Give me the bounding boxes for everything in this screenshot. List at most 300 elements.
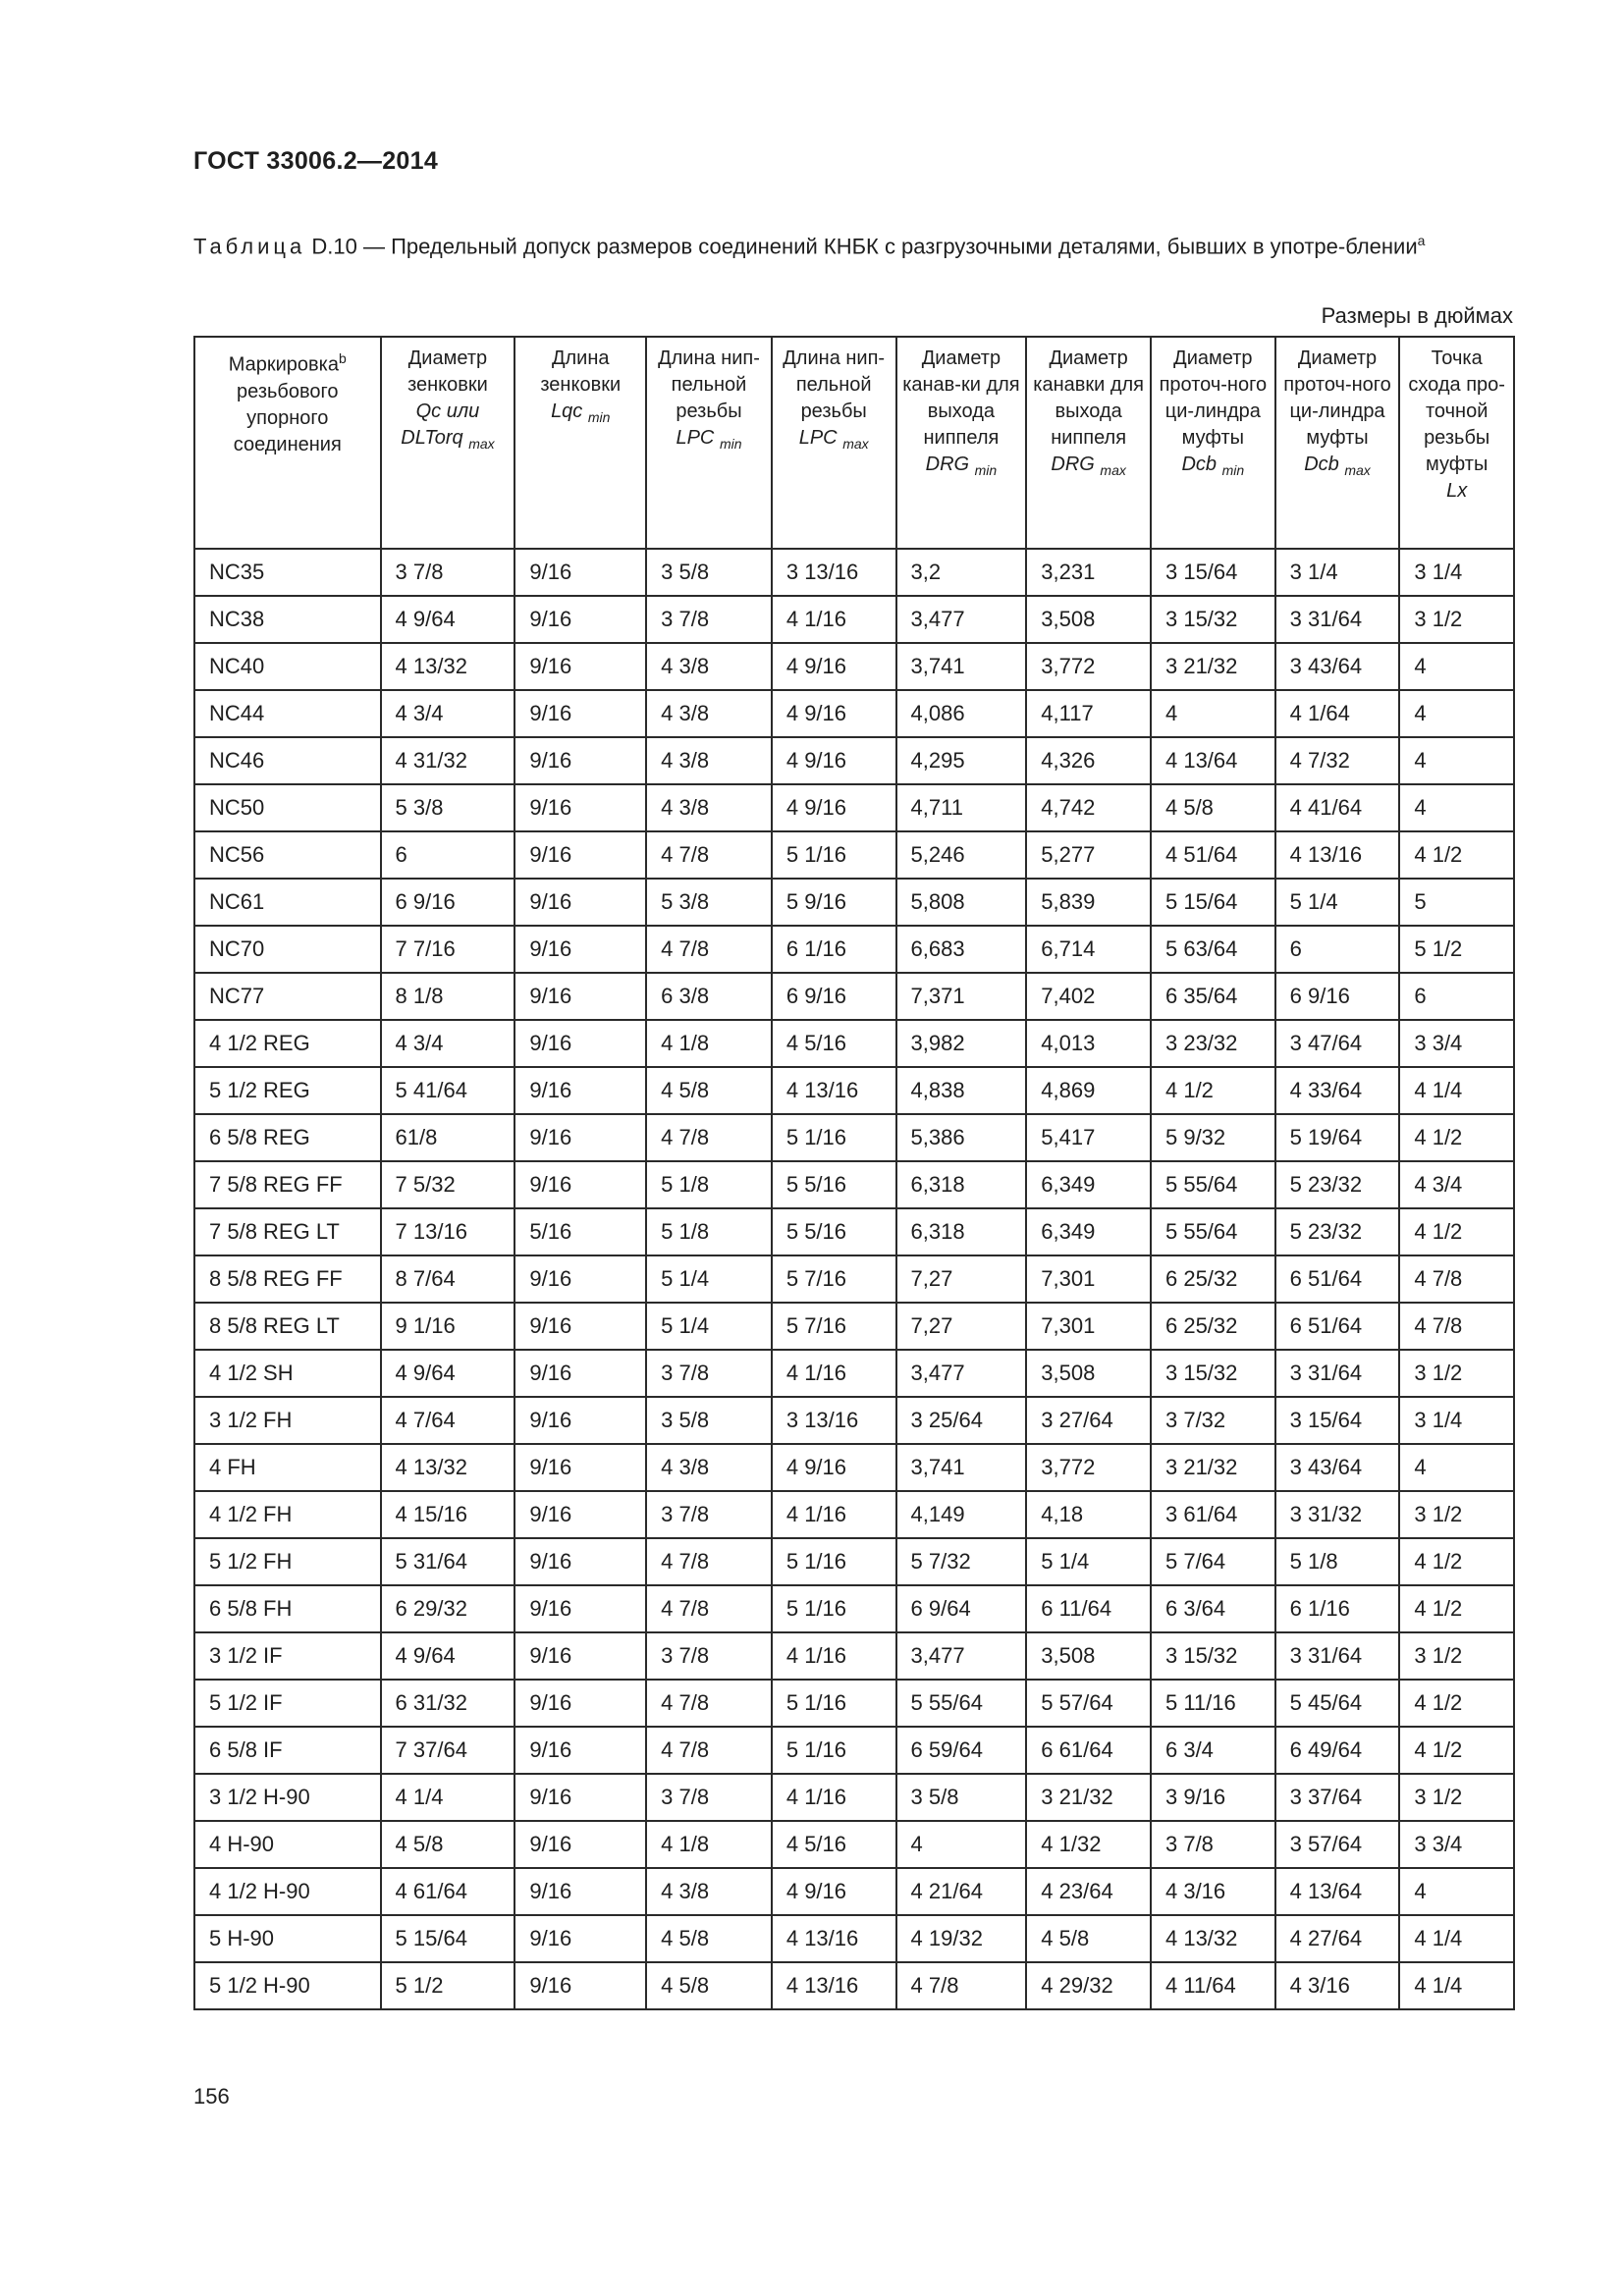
table-cell: 3 1/2	[1399, 596, 1514, 643]
table-cell: 4 1/16	[772, 1632, 896, 1680]
table-cell: 4 13/32	[381, 643, 515, 690]
table-cell: 3 31/64	[1275, 596, 1400, 643]
table-cell: 6 9/16	[381, 879, 515, 926]
table-cell: 3 13/16	[772, 1397, 896, 1444]
table-cell: 4,742	[1026, 784, 1151, 831]
table-cell: 4 13/16	[1275, 831, 1400, 879]
table-cell: 4,013	[1026, 1020, 1151, 1067]
table-cell: 4,869	[1026, 1067, 1151, 1114]
table-cell: 6,683	[896, 926, 1027, 973]
table-cell: 5 1/16	[772, 1114, 896, 1161]
table-cell: 7 7/16	[381, 926, 515, 973]
table-cell: 3 7/8	[646, 1632, 772, 1680]
table-cell: 61/8	[381, 1114, 515, 1161]
table-cell: 3 15/64	[1151, 549, 1275, 596]
table-cell: 3,772	[1026, 643, 1151, 690]
column-label: Длина нип-пельной резьбы	[658, 347, 760, 422]
table-cell: 4	[1399, 1868, 1514, 1915]
table-cell: 4 7/8	[646, 926, 772, 973]
table-cell: 3 5/8	[646, 549, 772, 596]
table-cell: 9/16	[514, 1020, 646, 1067]
table-cell: 4 7/8	[1399, 1255, 1514, 1303]
table-cell: 5 3/8	[381, 784, 515, 831]
table-cell: 4 23/64	[1026, 1868, 1151, 1915]
table-cell: 5 1/4	[646, 1255, 772, 1303]
table-cell: 4 27/64	[1275, 1915, 1400, 1962]
table-cell: 9/16	[514, 1868, 646, 1915]
table-cell: 6 61/64	[1026, 1727, 1151, 1774]
table-cell: 6,714	[1026, 926, 1151, 973]
column-symbol	[649, 425, 769, 457]
table-cell: 3 21/32	[1151, 1444, 1275, 1491]
connection-designation-cell: 4 1/2 FH	[194, 1491, 381, 1538]
column-symbol-main: DRG	[925, 454, 970, 475]
table-row	[194, 1350, 1514, 1397]
connection-designation-cell: 3 1/2 FH	[194, 1397, 381, 1444]
table-row	[194, 1538, 1514, 1585]
table-cell: 9/16	[514, 926, 646, 973]
table-cell: 5 55/64	[896, 1680, 1027, 1727]
connection-designation-cell: NC77	[194, 973, 381, 1020]
table-cell: 7,27	[896, 1303, 1027, 1350]
table-cell: 5 5/16	[772, 1208, 896, 1255]
table-cell: 9/16	[514, 1397, 646, 1444]
table-cell: 4 1/2	[1399, 1585, 1514, 1632]
table-cell: 4 5/8	[381, 1821, 515, 1868]
table-cell: 5 1/16	[772, 831, 896, 879]
table-cell: 4 3/4	[1399, 1161, 1514, 1208]
page-number: 156	[193, 2084, 230, 2109]
table-cell: 3 3/4	[1399, 1020, 1514, 1067]
table-cell: 4 5/8	[1026, 1915, 1151, 1962]
caption-footnote-mark: a	[1417, 233, 1426, 248]
table-row	[194, 1208, 1514, 1255]
column-symbol	[1278, 452, 1397, 484]
column-symbol	[1402, 478, 1511, 505]
table-cell: 3 9/16	[1151, 1774, 1275, 1821]
table-cell: 4 7/8	[646, 1114, 772, 1161]
table-cell: 4	[1399, 737, 1514, 784]
table-cell: 9/16	[514, 1255, 646, 1303]
table-row	[194, 1114, 1514, 1161]
table-cell: 4 1/4	[1399, 1915, 1514, 1962]
table-cell: 5 1/2	[381, 1962, 515, 2009]
table-cell: 3 25/64	[896, 1397, 1027, 1444]
table-cell: 5 1/16	[772, 1538, 896, 1585]
table-row	[194, 784, 1514, 831]
connection-designation-cell: NC50	[194, 784, 381, 831]
table-cell: 4 13/64	[1275, 1868, 1400, 1915]
table-cell: 5,386	[896, 1114, 1027, 1161]
connection-designation-cell: NC38	[194, 596, 381, 643]
table-cell: 4 3/16	[1151, 1868, 1275, 1915]
table-cell: 4 1/4	[1399, 1962, 1514, 2009]
table-cell: 5 1/4	[646, 1303, 772, 1350]
column-symbol-subscript: min	[1221, 462, 1245, 478]
column-label-rest: резьбового упорного соединения	[233, 380, 342, 455]
table-cell: 3,772	[1026, 1444, 1151, 1491]
table-cell: 3 1/2	[1399, 1350, 1514, 1397]
table-cell: 3 21/32	[1151, 643, 1275, 690]
table-cell: 7,301	[1026, 1303, 1151, 1350]
connection-designation-cell: 5 1/2 FH	[194, 1538, 381, 1585]
header-row	[194, 337, 1514, 549]
table-cell: 4 1/4	[1399, 1067, 1514, 1114]
table-cell: 5 41/64	[381, 1067, 515, 1114]
table-cell: 4 61/64	[381, 1868, 515, 1915]
column-symbol-subscript: max	[1100, 462, 1126, 478]
table-row	[194, 737, 1514, 784]
table-cell: 3,477	[896, 1632, 1027, 1680]
table-cell: 5,277	[1026, 831, 1151, 879]
table-cell: 4 7/8	[646, 1538, 772, 1585]
table-cell: 6 9/16	[772, 973, 896, 1020]
connection-designation-cell: 5 1/2 REG	[194, 1067, 381, 1114]
table-cell: 4,711	[896, 784, 1027, 831]
table-cell: 4 13/16	[772, 1915, 896, 1962]
table-cell: 4 7/8	[646, 831, 772, 879]
table-cell: 6 59/64	[896, 1727, 1027, 1774]
table-cell: 3,477	[896, 1350, 1027, 1397]
table-cell: 3 31/64	[1275, 1350, 1400, 1397]
column-symbol	[517, 399, 643, 431]
table-cell: 9/16	[514, 1585, 646, 1632]
table-cell: 4 1/2	[1399, 1727, 1514, 1774]
table-cell: 4 3/8	[646, 643, 772, 690]
table-cell: 3 1/4	[1399, 549, 1514, 596]
table-row	[194, 1774, 1514, 1821]
document-code: ГОСТ 33006.2—2014	[193, 147, 439, 175]
connection-designation-cell: 5 H-90	[194, 1915, 381, 1962]
column-header-2	[381, 337, 515, 549]
column-label: Маркировка	[228, 353, 339, 376]
table-cell: 3,741	[896, 643, 1027, 690]
column-label: Длина нип-пельной резьбы	[783, 347, 886, 422]
table-cell: 4 9/16	[772, 784, 896, 831]
table-cell: 3 15/32	[1151, 596, 1275, 643]
table-cell: 4 1/16	[772, 1774, 896, 1821]
table-cell: 3,508	[1026, 1350, 1151, 1397]
table-cell: 4 3/8	[646, 784, 772, 831]
table-cell: 4,086	[896, 690, 1027, 737]
table-cell: 4	[1399, 643, 1514, 690]
table-cell: 4 13/32	[1151, 1915, 1275, 1962]
connection-designation-cell: NC61	[194, 879, 381, 926]
table-row	[194, 1255, 1514, 1303]
table-cell: 6 25/32	[1151, 1303, 1275, 1350]
table-cell: 5 55/64	[1151, 1208, 1275, 1255]
table-cell: 3 7/8	[646, 596, 772, 643]
column-label: Точка схода про-точной резьбы муфты	[1408, 347, 1505, 475]
table-cell: 5 23/32	[1275, 1161, 1400, 1208]
connection-designation-cell: 5 1/2 H-90	[194, 1962, 381, 2009]
table-cell: 4,117	[1026, 690, 1151, 737]
table-row	[194, 1962, 1514, 2009]
connection-designation-cell: NC35	[194, 549, 381, 596]
table-cell: 7 5/32	[381, 1161, 515, 1208]
column-symbol-main: DRG	[1051, 454, 1095, 475]
table-cell: 9/16	[514, 1114, 646, 1161]
table-cell: 4 3/8	[646, 737, 772, 784]
table-cell: 4 5/8	[646, 1067, 772, 1114]
table-cell: 4 29/32	[1026, 1962, 1151, 2009]
column-header-4	[646, 337, 772, 549]
column-symbol-main: Dcb	[1181, 454, 1218, 475]
table-cell: 4 1/2	[1399, 1114, 1514, 1161]
table-row	[194, 1067, 1514, 1114]
column-symbol	[1029, 452, 1148, 484]
table-cell: 5 9/16	[772, 879, 896, 926]
table-cell: 3 21/32	[1026, 1774, 1151, 1821]
table-cell: 4 7/64	[381, 1397, 515, 1444]
table-cell: 5,417	[1026, 1114, 1151, 1161]
table-cell: 4 5/8	[1151, 784, 1275, 831]
table-row	[194, 1632, 1514, 1680]
column-label: Диаметр проточ-ного ци-линдра муфты	[1159, 347, 1268, 449]
table-cell: 4 1/16	[772, 1350, 896, 1397]
table-cell: 8 1/8	[381, 973, 515, 1020]
table-cell: 5 9/32	[1151, 1114, 1275, 1161]
table-cell: 3 57/64	[1275, 1821, 1400, 1868]
table-cell: 5 1/8	[646, 1208, 772, 1255]
column-symbol-main: LPC	[798, 427, 838, 449]
table-cell: 4 15/16	[381, 1491, 515, 1538]
table-cell: 5 63/64	[1151, 926, 1275, 973]
connection-designation-cell: NC56	[194, 831, 381, 879]
table-cell: 3 37/64	[1275, 1774, 1400, 1821]
column-header-10	[1399, 337, 1514, 549]
table-cell: 7,301	[1026, 1255, 1151, 1303]
table-cell: 3 7/8	[646, 1491, 772, 1538]
table-cell: 6,349	[1026, 1161, 1151, 1208]
table-row	[194, 1397, 1514, 1444]
table-cell: 5 7/64	[1151, 1538, 1275, 1585]
connection-designation-cell: 6 5/8 REG	[194, 1114, 381, 1161]
connection-designation-cell: NC46	[194, 737, 381, 784]
table-cell: 3 1/2	[1399, 1774, 1514, 1821]
table-cell: 4 3/4	[381, 690, 515, 737]
table-row	[194, 1303, 1514, 1350]
table-cell: 5 55/64	[1151, 1161, 1275, 1208]
table-cell: 4 9/16	[772, 737, 896, 784]
column-label: Длина зенковки	[540, 347, 622, 396]
table-cell: 4 19/32	[896, 1915, 1027, 1962]
table-cell: 4 5/8	[646, 1915, 772, 1962]
connection-designation-cell: NC44	[194, 690, 381, 737]
column-symbol-subscript: min	[587, 409, 611, 425]
connection-designation-cell: 8 5/8 REG LT	[194, 1303, 381, 1350]
table-cell: 3 1/4	[1275, 549, 1400, 596]
table-cell: 5,839	[1026, 879, 1151, 926]
table-cell: 3,477	[896, 596, 1027, 643]
table-cell: 6	[1275, 926, 1400, 973]
units-note: Размеры в дюймах	[1321, 303, 1513, 328]
table-cell: 7,371	[896, 973, 1027, 1020]
table-cell: 6 3/4	[1151, 1727, 1275, 1774]
table-cell: 4 31/32	[381, 737, 515, 784]
table-cell: 6 51/64	[1275, 1255, 1400, 1303]
table-cell: 6,318	[896, 1208, 1027, 1255]
column-header-5	[772, 337, 896, 549]
table-cell: 5 19/64	[1275, 1114, 1400, 1161]
table-cell: 5 1/8	[646, 1161, 772, 1208]
table-cell: 6 25/32	[1151, 1255, 1275, 1303]
table-row	[194, 1821, 1514, 1868]
table-cell: 9/16	[514, 973, 646, 1020]
table-row	[194, 1161, 1514, 1208]
table-cell: 4 1/64	[1275, 690, 1400, 737]
connection-designation-cell: 6 5/8 IF	[194, 1727, 381, 1774]
table-cell: 4,838	[896, 1067, 1027, 1114]
table-cell: 4 3/8	[646, 1444, 772, 1491]
table-row	[194, 1585, 1514, 1632]
table-cell: 4 7/32	[1275, 737, 1400, 784]
table-row	[194, 1727, 1514, 1774]
table-row	[194, 926, 1514, 973]
table-cell: 4 7/8	[896, 1962, 1027, 2009]
table-cell: 9/16	[514, 1067, 646, 1114]
table-cell: 9/16	[514, 643, 646, 690]
table-cell: 5/16	[514, 1208, 646, 1255]
table-cell: 4 1/2	[1399, 1208, 1514, 1255]
table-cell: 6	[1399, 973, 1514, 1020]
table-cell: 4 13/16	[772, 1962, 896, 2009]
column-header-9	[1275, 337, 1400, 549]
table-cell: 7 37/64	[381, 1727, 515, 1774]
table-cell: 4 1/8	[646, 1821, 772, 1868]
table-cell: 4 1/16	[772, 596, 896, 643]
table-cell: 4 9/16	[772, 643, 896, 690]
table-cell: 9/16	[514, 690, 646, 737]
table-cell: 4	[1399, 784, 1514, 831]
table-cell: 3 47/64	[1275, 1020, 1400, 1067]
table-cell: 4 3/8	[646, 1868, 772, 1915]
table-cell: 3 1/2	[1399, 1491, 1514, 1538]
table-cell: 5 1/16	[772, 1680, 896, 1727]
column-symbol	[899, 452, 1024, 484]
connection-designation-cell: 4 1/2 H-90	[194, 1868, 381, 1915]
table-cell: 5 45/64	[1275, 1680, 1400, 1727]
connection-designation-cell: 4 1/2 SH	[194, 1350, 381, 1397]
table-cell: 4 9/64	[381, 1350, 515, 1397]
table-cell: 7,27	[896, 1255, 1027, 1303]
table-cell: 5 1/4	[1275, 879, 1400, 926]
table-cell: 6 3/64	[1151, 1585, 1275, 1632]
table-cell: 4 5/16	[772, 1020, 896, 1067]
table-cell: 6 1/16	[772, 926, 896, 973]
table-cell: 6 3/8	[646, 973, 772, 1020]
table-cell: 4	[896, 1821, 1027, 1868]
table-cell: 9/16	[514, 549, 646, 596]
table-cell: 4 9/16	[772, 1444, 896, 1491]
connection-designation-cell: 4 FH	[194, 1444, 381, 1491]
table-cell: 9/16	[514, 1538, 646, 1585]
table-cell: 3 43/64	[1275, 643, 1400, 690]
table-cell: 4 13/16	[772, 1067, 896, 1114]
table-header	[194, 337, 1514, 549]
table-row	[194, 1020, 1514, 1067]
table-cell: 4 1/16	[772, 1491, 896, 1538]
caption-text: D.10 — Предельный допуск размеров соединений КНБК с разгрузочными деталями, бывших в употре-блении	[305, 234, 1418, 259]
connection-designation-cell: 5 1/2 IF	[194, 1680, 381, 1727]
column-label: Диаметр канав-ки для выхода ниппеля	[902, 347, 1020, 449]
table-cell: 4 7/8	[646, 1585, 772, 1632]
table-cell: 6	[381, 831, 515, 879]
table-cell: 3 5/8	[646, 1397, 772, 1444]
column-symbol-main: LPC	[676, 427, 715, 449]
table-cell: 4 1/2	[1151, 1067, 1275, 1114]
table-cell: 4 1/4	[381, 1774, 515, 1821]
table-cell: 6 49/64	[1275, 1727, 1400, 1774]
table-cell: 9/16	[514, 1774, 646, 1821]
table-cell: 5 7/16	[772, 1303, 896, 1350]
table-cell: 3 3/4	[1399, 1821, 1514, 1868]
table-cell: 5 1/8	[1275, 1538, 1400, 1585]
table-cell: 9/16	[514, 1821, 646, 1868]
table-cell: 4 21/64	[896, 1868, 1027, 1915]
table-cell: 4,18	[1026, 1491, 1151, 1538]
table-cell: 9/16	[514, 1444, 646, 1491]
table-cell: 4 9/16	[772, 690, 896, 737]
table-cell: 9/16	[514, 1161, 646, 1208]
table-row	[194, 973, 1514, 1020]
table-cell: 4	[1399, 690, 1514, 737]
column-symbol-main: Dcb	[1304, 454, 1339, 475]
table-cell: 5 1/2	[1399, 926, 1514, 973]
table-cell: 4 5/16	[772, 1821, 896, 1868]
table-cell: 3 7/8	[381, 549, 515, 596]
table-cell: 4,149	[896, 1491, 1027, 1538]
table-cell: 4,326	[1026, 737, 1151, 784]
connection-designation-cell: 7 5/8 REG FF	[194, 1161, 381, 1208]
table-cell: 6 31/32	[381, 1680, 515, 1727]
table-cell: 9/16	[514, 737, 646, 784]
table-cell: 6 51/64	[1275, 1303, 1400, 1350]
table-body	[194, 549, 1514, 2009]
table-cell: 5 1/16	[772, 1585, 896, 1632]
table-cell: 5 31/64	[381, 1538, 515, 1585]
dimensions-table	[193, 336, 1515, 2010]
column-label: Диаметр зенковки	[407, 347, 488, 396]
connection-designation-cell: NC70	[194, 926, 381, 973]
connection-designation-cell: NC40	[194, 643, 381, 690]
table-cell: 3 61/64	[1151, 1491, 1275, 1538]
table-cell: 4 1/2	[1399, 1680, 1514, 1727]
table-cell: 4 7/8	[646, 1680, 772, 1727]
column-header-6	[896, 337, 1027, 549]
table-cell: 4 51/64	[1151, 831, 1275, 879]
table-cell: 9/16	[514, 879, 646, 926]
connection-designation-cell: 6 5/8 FH	[194, 1585, 381, 1632]
table-cell: 4 5/8	[646, 1962, 772, 2009]
table-cell: 4 1/8	[646, 1020, 772, 1067]
table-cell: 3,741	[896, 1444, 1027, 1491]
table-cell: 6 9/64	[896, 1585, 1027, 1632]
table-cell: 4 1/2	[1399, 831, 1514, 879]
column-symbol	[1154, 452, 1272, 484]
column-symbol-main: Lqc	[551, 400, 583, 422]
column-symbol-subscript: max	[468, 436, 495, 452]
table-cell: 4 13/64	[1151, 737, 1275, 784]
table-cell: 9/16	[514, 831, 646, 879]
table-cell: 5 7/16	[772, 1255, 896, 1303]
column-symbol-subscript: max	[842, 436, 869, 452]
table-cell: 9 1/16	[381, 1303, 515, 1350]
table-cell: 3 31/64	[1275, 1632, 1400, 1680]
table-cell: 5	[1399, 879, 1514, 926]
caption-label: Таблица	[193, 234, 306, 259]
table-cell: 5,246	[896, 831, 1027, 879]
